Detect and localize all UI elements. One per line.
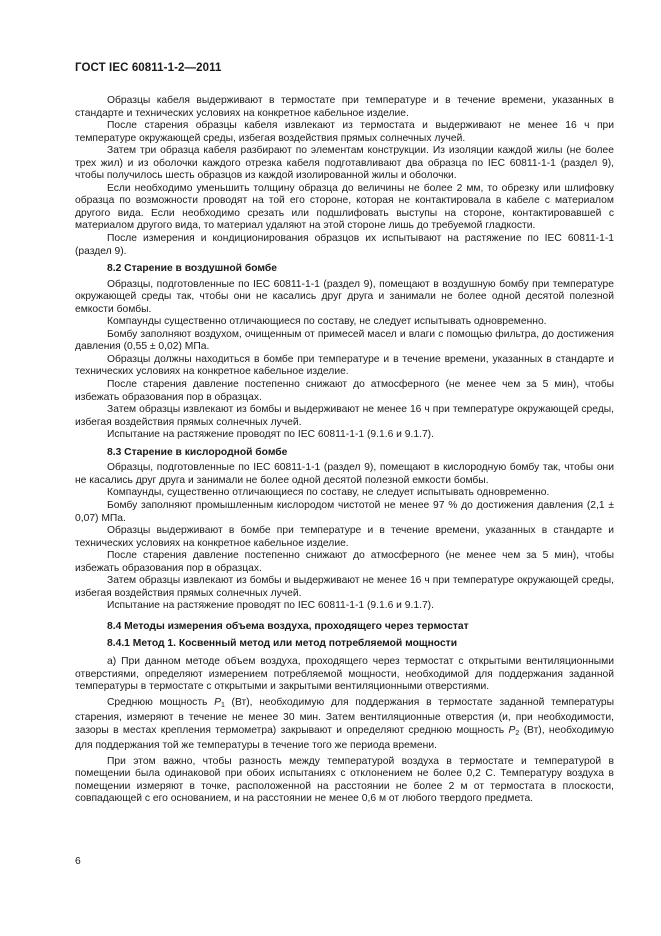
document-body: [75, 95, 614, 806]
text-fragment: (Вт), необходимую для поддержания в термостате заданной температуры старения, измеряют в течение не менее 30 мин. Затем вентиляционные отверстия (и, при необходимости, зазоры в местах крепления термометра) закрывают и определяют среднюю мощность: [75, 696, 614, 736]
paragraph: Затем образцы извлекают из бомбы и выдерживают не менее 16 ч при температуре окружающей среды, избегая воздействия прямых солнечных лучей.: [75, 575, 614, 599]
paragraph-power: [75, 697, 614, 753]
paragraph: Бомбу заполняют воздухом, очищенным от примесей масел и влаги с помощью фильтра, до достижения давления (0,55 ± 0,02) МПа.: [75, 328, 614, 353]
paragraph: После старения образцы кабеля извлекают из термостата и выдерживают не менее 16 ч при температуре окружающей среды, избегая воздействия прямых солнечных лучей.: [75, 120, 614, 144]
paragraph: При этом важно, чтобы разность между температурой воздуха в термостате и температурой в помещении была одинаковой при обоих испытаниях с отклонением не более 0,2 С. Температуру воздуха в помещении измеряют в точке, расположенной на расстоянии не более 2 м от термостата в плоскости, совпадающей с его основанием, и на расстоянии не менее 0,6 м от любого твердого предмета.: [75, 755, 614, 805]
subscript: 2: [515, 729, 520, 737]
page-number: 6: [75, 856, 81, 867]
paragraph: Образцы, подготовленные по IEC 60811-1-1 (раздел 9), помещают в воздушную бомбу при температуре окружающей среды так, чтобы они не касались друг друга и занимали не более одной десятой полезной емкости бомбы.: [75, 278, 614, 315]
symbol-p1: P: [214, 696, 221, 708]
document-header: ГОСТ IEC 60811-1-2—2011: [75, 62, 222, 74]
paragraph: Испытание на растяжение проводят по IEC 60811-1-1 (9.1.6 и 9.1.7).: [107, 429, 434, 441]
paragraph: Испытание на растяжение проводят по IEC 60811-1-1 (9.1.6 и 9.1.7).: [107, 600, 434, 612]
paragraph: Затем образцы извлекают из бомбы и выдерживают не менее 16 ч при температуре окружающей среды, избегая воздействия прямых солнечных лучей.: [75, 404, 614, 428]
symbol-p2: P: [508, 724, 516, 736]
paragraph: Образцы должны находиться в бомбе при температуре и в течение времени, указанных в стандарте и технических условиях на конкретное кабельное изделие.: [75, 353, 614, 378]
paragraph: Образцы выдерживают в бомбе при температуре и в течение времени, указанных в стандарте и технических условиях на конкретное кабельное изделие.: [75, 525, 614, 549]
subscript: 1: [220, 701, 225, 709]
paragraph: Затем три образца кабеля разбирают по элементам конструкции. Из изоляции каждой жилы (не более трех жил) и из оболочки каждого отрезка кабеля подготавливают два образца по IEC 60811-1-1 (раздел 9), чтобы получилось шесть образцов из каждой изолированной жилы и оболочки.: [75, 145, 614, 182]
subsection-heading-8-4-1: 8.4.1 Метод 1. Косвенный метод или метод потребляемой мощности: [107, 638, 458, 650]
paragraph: Компаунды существенно отличающиеся по составу, не следует испытывать одновременно.: [107, 316, 547, 328]
text-fragment: (Вт), необходимую для поддержания той же температуры в течение того же периода времени.: [75, 724, 614, 752]
section-heading-8-4: 8.4 Методы измерения объема воздуха, проходящего через термостат: [107, 620, 469, 632]
paragraph: После старения давление постепенно снижают до атмосферного (не менее чем за 5 мин), чтобы избежать образования пор в образцах.: [75, 379, 614, 403]
section-heading-8-3: 8.3 Старение в кислородной бомбе: [107, 446, 288, 458]
paragraph: Компаунды, существенно отличающиеся по составу, не следует испытывать одновременно.: [107, 487, 550, 499]
text-fragment: Среднюю мощность: [107, 696, 215, 708]
paragraph: Образцы, подготовленные по IEC 60811-1-1 (раздел 9), помещают в кислородную бомбу так, чтобы они не касались друг друга и занимали не более одной десятой полезной емкости бомбы.: [75, 462, 614, 486]
paragraph: Образцы кабеля выдерживают в термостате при температуре и в течение времени, указанных в стандарте и технических условиях на конкретное кабельное изделие.: [75, 95, 614, 119]
paragraph: После измерения и кондиционирования образцов их испытывают на растяжение по IEC 60811-1-1 (раздел 9).: [75, 233, 614, 257]
paragraph: После старения давление постепенно снижают до атмосферного (не менее чем за 5 мин), чтобы избежать образования пор в образцах.: [75, 550, 614, 574]
paragraph: Бомбу заполняют промышленным кислородом чистотой не менее 97 % до достижения давления (2,1 ± 0,07) МПа.: [75, 499, 614, 524]
paragraph: Если необходимо уменьшить толщину образца до величины не более 2 мм, то обрезку или шлифовку образца по возможности проводят на той его стороне, которая не контактировала в кабеле с материалом другого вида. Если необходимо срезать или подшлифовать выступы на стороне, контактировавшей с материалом другого вида, то материал удаляют на этой стороне лишь до требуемой гладкости.: [75, 182, 614, 232]
paragraph: а) При данном методе объем воздуха, проходящего через термостат с открытыми вентиляционными отверстиями, определяют измерением потребляемой мощности, необходимой для поддержания заданной температуры в термостате с открытыми и закрытыми вентиляционными отверстиями.: [75, 655, 614, 693]
section-heading-8-2: 8.2 Старение в воздушной бомбе: [107, 263, 277, 275]
